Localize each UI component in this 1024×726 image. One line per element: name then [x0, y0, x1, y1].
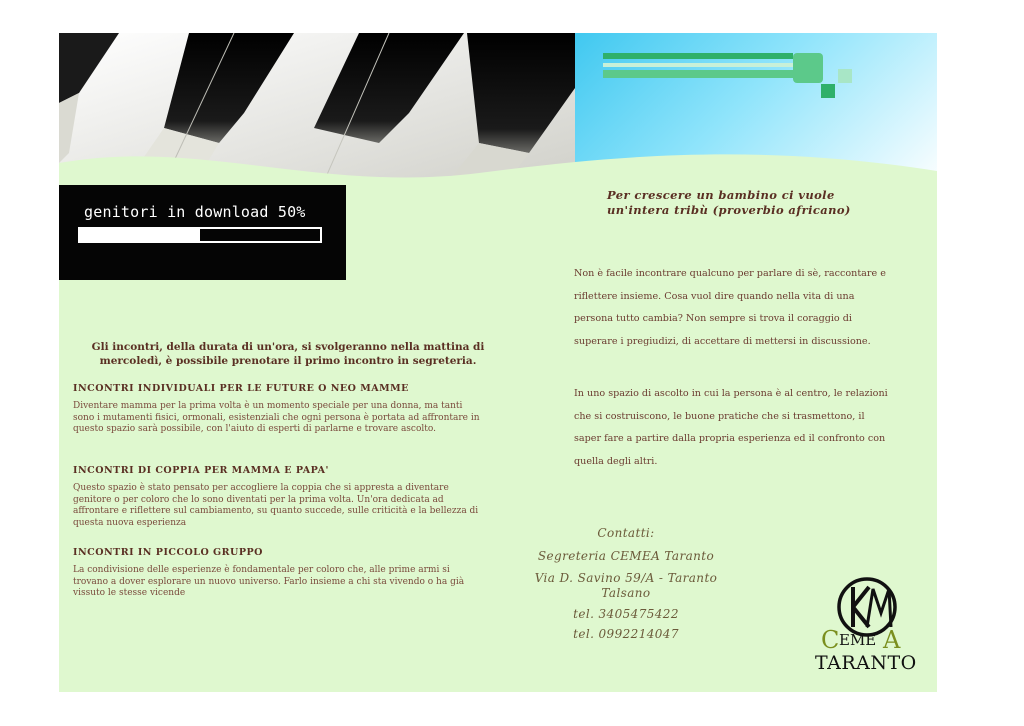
section-body: La condivisione delle esperienze è fondamentale per coloro che, alle prime armi si trovano a dover esplorare un nuovo universo. Farlo insieme a chi sta vivendo o ha già vissuto le stesse vicende: [73, 565, 465, 599]
intro-text: Gli incontri, della durata di un'ora, si svolgeranno nella mattina di mercoledì, è possibile prenotare il primo incontro in segreteria.: [91, 341, 485, 367]
contacts-phone-2: tel. 0992214047: [573, 627, 679, 641]
section-title: INCONTRI IN PICCOLO GRUPPO: [73, 547, 263, 558]
progress-fill: [80, 229, 200, 241]
proverb-quote: Per crescere un bambino ci vuole un'intera tribù (proverbio africano): [607, 188, 851, 217]
paragraph-2: In uno spazio di ascolto in cui la persona è al centro, le relazioni che si costruiscono, le buone pratiche che si trasmettono, il saper fare a partire dalla propria esperienza ed il confronto con quella degli altri.: [574, 388, 888, 467]
svg-text:TARANTO: TARANTO: [815, 652, 917, 673]
contacts-heading: Contatti:: [597, 526, 655, 540]
cemea-logo: [809, 573, 924, 673]
paragraph-1: Non è facile incontrare qualcuno per parlare di sè, raccontare e riflettere insieme. Cosa vuol dire quando nella vita di una persona tutto cambia? Non sempre si trova il coraggio di superare i pregiudizi, di accettare di mettersi in discussione.: [574, 268, 886, 347]
section-body: Diventare mamma per la prima volta è un momento speciale per una donna, ma tanti sono i mutamenti fisici, ormonali, esistenziali che ogni persona è portata ad affrontare in questo spazio sarà possibile, con l'aiuto di esperti di parlarne e trovare ascolto.: [73, 401, 480, 435]
banner-text: genitori in download 50%: [84, 203, 306, 221]
svg-text:A: A: [883, 626, 901, 654]
download-banner: [59, 185, 346, 280]
section-couple: [73, 465, 483, 530]
contacts-phone-1: tel. 3405475422: [573, 607, 679, 621]
brochure-page: [59, 33, 937, 692]
svg-text:EME: EME: [839, 631, 877, 649]
section-individual: [73, 383, 483, 436]
section-title: INCONTRI DI COPPIA PER MAMMA E PAPA': [73, 465, 329, 476]
svg-text:C: C: [821, 626, 840, 654]
progress-bar: [78, 227, 322, 243]
contacts-org: Segreteria CEMEA Taranto: [537, 549, 715, 563]
section-title: INCONTRI INDIVIDUALI PER LE FUTURE O NEO MAMME: [73, 383, 409, 394]
section-body: Questo spazio è stato pensato per accogliere la coppia che si appresta a diventare genitore o per coloro che lo sono diventati per la prima volta. Un'ora dedicata ad affrontare e riflettere sul cambiamento, su quanto succede, sulle criticità e la bellezza di questa nuova esperienza: [73, 483, 479, 529]
section-group: [73, 547, 483, 600]
contacts-block: [521, 523, 731, 644]
contacts-address: Via D. Savino 59/A - Taranto Talsano: [534, 571, 718, 600]
